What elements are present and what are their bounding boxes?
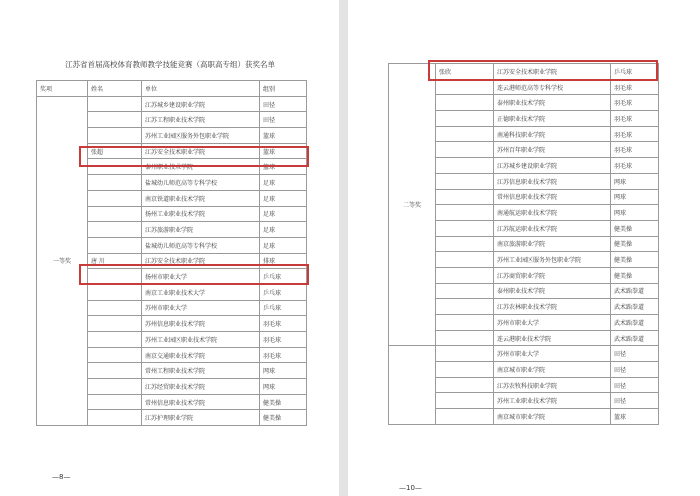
competition-group: 排球: [260, 253, 307, 269]
competition-group: 网球: [260, 363, 307, 379]
school-name: 江苏农牧科技职业学院: [494, 377, 611, 393]
school-name: 苏州工业园区服务外包职业学院: [494, 252, 611, 268]
competition-group: 网球: [611, 189, 659, 205]
school-name: 苏州工业园区服务外包职业学院: [142, 128, 260, 144]
competition-group: 足球: [260, 237, 307, 253]
school-name: 江苏经贸职业技术学院: [142, 379, 260, 395]
winner-name: [436, 377, 494, 393]
winner-name: [436, 393, 494, 409]
winner-name: [436, 95, 494, 111]
winner-name: [88, 128, 142, 144]
winner-name: [88, 206, 142, 222]
winner-name: [436, 267, 494, 283]
competition-group: 足球: [260, 222, 307, 238]
competition-group: 篮球: [260, 128, 307, 144]
competition-group: 羽毛球: [260, 347, 307, 363]
competition-group: 武术跆拳道: [611, 299, 659, 315]
winner-name: [88, 190, 142, 206]
school-name: 江苏护理职业学院: [142, 410, 260, 426]
school-name: 南京工业职业技术大学: [142, 284, 260, 300]
school-name: 南京城市职业学院: [494, 409, 611, 425]
school-name: 苏州工业职业技术学院: [494, 393, 611, 409]
school-name: 江苏安全技术职业学院: [142, 253, 260, 269]
school-name: 常州信息职业技术学院: [494, 189, 611, 205]
winner-name: [88, 394, 142, 410]
school-name: 南通航运职业技术学院: [494, 205, 611, 221]
school-name: 江苏工程职业技术学院: [142, 112, 260, 128]
winner-name: [436, 220, 494, 236]
winner-name: [88, 347, 142, 363]
winner-name: [88, 379, 142, 395]
school-name: 扬州工业职业技术学院: [142, 206, 260, 222]
award-table-left: [36, 80, 307, 426]
school-name: 江苏安全技术职业学院: [494, 64, 611, 80]
competition-group: 田径: [611, 393, 659, 409]
competition-group: 网球: [260, 379, 307, 395]
school-name: 江苏航运职业技术学院: [494, 220, 611, 236]
winner-name: [88, 410, 142, 426]
winner-name: [436, 346, 494, 362]
school-name: 常州工程职业技术学院: [142, 363, 260, 379]
school-name: 江苏城乡建设职业学院: [142, 96, 260, 112]
table-row: [389, 64, 659, 80]
winner-name: [436, 283, 494, 299]
document-title: 江苏省首届高校体育教师教学技能竞赛（高职高专组）获奖名单: [65, 60, 275, 69]
table-row: [37, 96, 307, 112]
competition-group: 乒乓球: [260, 269, 307, 285]
winner-name: [436, 236, 494, 252]
competition-group: 篮球: [611, 409, 659, 425]
winner-name: [88, 269, 142, 285]
winner-name: [88, 175, 142, 191]
competition-group: 健美操: [611, 267, 659, 283]
competition-group: 篮球: [260, 159, 307, 175]
header-award: 奖项: [37, 81, 88, 97]
school-name: 盐城幼儿师范高等专科学校: [142, 237, 260, 253]
award-level-cell: 一等奖: [37, 96, 88, 425]
school-name: 连云港职业技术学院: [494, 330, 611, 346]
school-name: 泰州职业技术学院: [494, 95, 611, 111]
competition-group: 篮球: [260, 143, 307, 159]
school-name: 南京交通职业技术学院: [142, 347, 260, 363]
winner-name: [436, 142, 494, 158]
competition-group: 羽毛球: [260, 316, 307, 332]
competition-group: 足球: [260, 175, 307, 191]
competition-group: 武术跆拳道: [611, 330, 659, 346]
school-name: 扬州市职业大学: [142, 269, 260, 285]
winner-name: [88, 300, 142, 316]
school-name: 江苏商贸职业学院: [494, 267, 611, 283]
school-name: 正德职业技术学院: [494, 111, 611, 127]
page-number-left: —8—: [52, 473, 71, 481]
competition-group: 健美操: [260, 394, 307, 410]
school-name: 南京城市职业学院: [494, 362, 611, 378]
school-name: 南通科技职业学院: [494, 126, 611, 142]
school-name: 泰州职业技术学院: [494, 283, 611, 299]
winner-name: [436, 409, 494, 425]
school-name: 苏州信息职业技术学院: [142, 316, 260, 332]
winner-name: [436, 173, 494, 189]
winner-name: [436, 111, 494, 127]
school-name: 苏州百年职业学院: [494, 142, 611, 158]
competition-group: 羽毛球: [611, 142, 659, 158]
table-row: [389, 346, 659, 362]
winner-name: [436, 205, 494, 221]
school-name: 连云港师范高等专科学校: [494, 79, 611, 95]
competition-group: 羽毛球: [260, 332, 307, 348]
competition-group: 健美操: [611, 236, 659, 252]
competition-group: 田径: [611, 377, 659, 393]
competition-group: 健美操: [611, 252, 659, 268]
competition-group: 健美操: [611, 220, 659, 236]
school-name: 苏州工业园区职业技术学院: [142, 332, 260, 348]
school-name: 江苏旅游职业学院: [142, 222, 260, 238]
school-name: 苏州市职业大学: [494, 346, 611, 362]
school-name: 江苏农林职业技术学院: [494, 299, 611, 315]
competition-group: 羽毛球: [611, 79, 659, 95]
page-number-right: —10—: [399, 484, 422, 492]
competition-group: 网球: [611, 205, 659, 221]
winner-name: [88, 222, 142, 238]
school-name: 江苏信息职业技术学院: [494, 173, 611, 189]
header-group: 组别: [260, 81, 307, 97]
winner-name: [436, 189, 494, 205]
award-table-right: [388, 63, 659, 425]
winner-name: [436, 362, 494, 378]
winner-name: [88, 159, 142, 175]
winner-name: [88, 237, 142, 253]
school-name: 盐城幼儿师范高等专科学校: [142, 175, 260, 191]
competition-group: 武术跆拳道: [611, 283, 659, 299]
competition-group: 羽毛球: [611, 111, 659, 127]
winner-name: [436, 126, 494, 142]
table-header-row: [37, 81, 307, 97]
winner-name: 唐 川: [88, 253, 142, 269]
winner-name: [436, 79, 494, 95]
school-name: 苏州市职业大学: [142, 300, 260, 316]
competition-group: 田径: [611, 346, 659, 362]
competition-group: 网球: [611, 173, 659, 189]
winner-name: [88, 316, 142, 332]
award-level-cell: 二等奖: [389, 64, 436, 346]
school-name: 泰州职业技术学院: [142, 159, 260, 175]
winner-name: [436, 158, 494, 174]
competition-group: 羽毛球: [611, 158, 659, 174]
school-name: 常州信息职业技术学院: [142, 394, 260, 410]
competition-group: 羽毛球: [611, 95, 659, 111]
winner-name: [88, 284, 142, 300]
winner-name: 张欣: [436, 64, 494, 80]
winner-name: [88, 363, 142, 379]
competition-group: 乒乓球: [260, 284, 307, 300]
competition-group: 田径: [611, 362, 659, 378]
competition-group: 武术跆拳道: [611, 315, 659, 331]
school-name: 苏州市职业大学: [494, 315, 611, 331]
winner-name: [436, 252, 494, 268]
winner-name: [88, 112, 142, 128]
competition-group: 健美操: [260, 410, 307, 426]
winner-name: [88, 96, 142, 112]
winner-name: [436, 330, 494, 346]
school-name: 江苏安全技术职业学院: [142, 143, 260, 159]
school-name: 南京旅游职业学院: [494, 236, 611, 252]
header-name: 姓名: [88, 81, 142, 97]
competition-group: 足球: [260, 206, 307, 222]
competition-group: 田径: [260, 96, 307, 112]
competition-group: 足球: [260, 190, 307, 206]
school-name: 南京铁道职业技术学院: [142, 190, 260, 206]
winner-name: 张超: [88, 143, 142, 159]
competition-group: 羽毛球: [611, 126, 659, 142]
winner-name: [88, 332, 142, 348]
award-level-cell: [389, 346, 436, 424]
competition-group: 田径: [260, 112, 307, 128]
competition-group: 乒乓球: [611, 64, 659, 80]
winner-name: [436, 315, 494, 331]
header-school: 单位: [142, 81, 260, 97]
winner-name: [436, 299, 494, 315]
competition-group: 乒乓球: [260, 300, 307, 316]
school-name: 江苏城乡建设职业学院: [494, 158, 611, 174]
